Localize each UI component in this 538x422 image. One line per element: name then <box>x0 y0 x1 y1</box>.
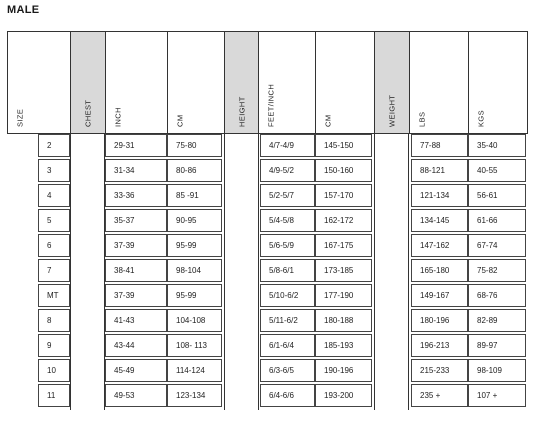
divider-line <box>70 134 71 410</box>
header-lbs-label: LBS <box>417 111 427 127</box>
cell-size: 8 <box>38 309 70 332</box>
cell-height-feet: 5/11-6/2 <box>260 309 315 332</box>
header-inch <box>105 31 167 134</box>
cell-height-cm: 145-150 <box>315 134 372 157</box>
cell-height-cm: 150-160 <box>315 159 372 182</box>
cell-height-feet: 5/10-6/2 <box>260 284 315 307</box>
cell-height-feet: 5/6-5/9 <box>260 234 315 257</box>
cell-weight-kgs: 56-61 <box>468 184 526 207</box>
cell-weight-lbs: 134-145 <box>411 209 468 232</box>
cell-chest-cm: 98-104 <box>167 259 222 282</box>
cell-chest-cm: 90-95 <box>167 209 222 232</box>
header-chest <box>70 31 105 134</box>
cell-height-cm: 167-175 <box>315 234 372 257</box>
cell-chest-cm: 123-134 <box>167 384 222 407</box>
cell-size: 2 <box>38 134 70 157</box>
cell-size: 4 <box>38 184 70 207</box>
cell-weight-kgs: 35-40 <box>468 134 526 157</box>
header-chest-label: CHEST <box>83 99 93 127</box>
header-lbs <box>409 31 468 134</box>
divider-line <box>258 134 259 410</box>
cell-size: 9 <box>38 334 70 357</box>
cell-chest-cm: 104-108 <box>167 309 222 332</box>
cell-weight-kgs: 40-55 <box>468 159 526 182</box>
cell-chest-cm: 95-99 <box>167 234 222 257</box>
header-feet-inch-label: FEET/INCH <box>266 83 276 127</box>
header-weight <box>374 31 409 134</box>
cell-weight-kgs: 89-97 <box>468 334 526 357</box>
page-title: MALE <box>7 4 40 16</box>
cell-size: 5 <box>38 209 70 232</box>
cell-height-cm: 190-196 <box>315 359 372 382</box>
divider-line <box>408 134 409 410</box>
cell-height-feet: 5/4-5/8 <box>260 209 315 232</box>
cell-weight-kgs: 75-82 <box>468 259 526 282</box>
cell-weight-lbs: 165-180 <box>411 259 468 282</box>
cell-chest-cm: 114-124 <box>167 359 222 382</box>
cell-chest-cm: 95-99 <box>167 284 222 307</box>
cell-weight-lbs: 77-88 <box>411 134 468 157</box>
cell-weight-lbs: 215-233 <box>411 359 468 382</box>
cell-chest-cm: 80-86 <box>167 159 222 182</box>
cell-weight-lbs: 196-213 <box>411 334 468 357</box>
header-height <box>224 31 258 134</box>
cell-height-cm: 173-185 <box>315 259 372 282</box>
header-weight-label: WEIGHT <box>387 94 397 127</box>
cell-height-feet: 4/9-5/2 <box>260 159 315 182</box>
cell-size: 3 <box>38 159 70 182</box>
cell-height-cm: 157-170 <box>315 184 372 207</box>
header-height-cm <box>315 31 374 134</box>
cell-chest-cm: 75-80 <box>167 134 222 157</box>
cell-height-cm: 177-190 <box>315 284 372 307</box>
cell-height-cm: 193-200 <box>315 384 372 407</box>
cell-size: 6 <box>38 234 70 257</box>
divider-line <box>374 134 375 410</box>
cell-weight-kgs: 68-76 <box>468 284 526 307</box>
divider-line <box>224 134 225 410</box>
cell-chest-inch: 43-44 <box>105 334 167 357</box>
header-inch-label: INCH <box>113 107 123 127</box>
cell-chest-cm: 85 -91 <box>167 184 222 207</box>
cell-weight-kgs: 61-66 <box>468 209 526 232</box>
cell-height-feet: 4/7-4/9 <box>260 134 315 157</box>
cell-height-feet: 5/2-5/7 <box>260 184 315 207</box>
header-height-label: HEIGHT <box>237 96 246 127</box>
cell-weight-lbs: 147-162 <box>411 234 468 257</box>
cell-chest-inch: 37-39 <box>105 234 167 257</box>
cell-height-feet: 5/8-6/1 <box>260 259 315 282</box>
cell-weight-lbs: 235 + <box>411 384 468 407</box>
cell-chest-inch: 31-34 <box>105 159 167 182</box>
cell-chest-inch: 38-41 <box>105 259 167 282</box>
header-size <box>7 31 70 134</box>
cell-size: MT <box>38 284 70 307</box>
cell-weight-kgs: 67-74 <box>468 234 526 257</box>
header-kgs-label: KGS <box>476 109 486 127</box>
header-height-cm-label: CM <box>323 114 333 127</box>
cell-weight-kgs: 98-109 <box>468 359 526 382</box>
cell-chest-inch: 49-53 <box>105 384 167 407</box>
cell-weight-lbs: 88-121 <box>411 159 468 182</box>
cell-chest-inch: 29-31 <box>105 134 167 157</box>
header-cm-label: CM <box>175 114 185 127</box>
cell-size: 7 <box>38 259 70 282</box>
cell-chest-inch: 35-37 <box>105 209 167 232</box>
cell-chest-inch: 41-43 <box>105 309 167 332</box>
cell-chest-inch: 37-39 <box>105 284 167 307</box>
cell-weight-lbs: 121-134 <box>411 184 468 207</box>
cell-weight-lbs: 149-167 <box>411 284 468 307</box>
cell-weight-kgs: 82-89 <box>468 309 526 332</box>
cell-height-feet: 6/1-6/4 <box>260 334 315 357</box>
cell-chest-inch: 33-36 <box>105 184 167 207</box>
cell-height-cm: 185-193 <box>315 334 372 357</box>
cell-height-cm: 162-172 <box>315 209 372 232</box>
cell-chest-cm: 108- 113 <box>167 334 222 357</box>
header-cm <box>167 31 224 134</box>
cell-weight-kgs: 107 + <box>468 384 526 407</box>
cell-height-feet: 6/3-6/5 <box>260 359 315 382</box>
cell-weight-lbs: 180-196 <box>411 309 468 332</box>
header-kgs <box>468 31 528 134</box>
header-feet-inch <box>258 31 315 134</box>
cell-chest-inch: 45-49 <box>105 359 167 382</box>
header-size-label: SIZE <box>15 108 25 127</box>
cell-size: 10 <box>38 359 70 382</box>
cell-height-cm: 180-188 <box>315 309 372 332</box>
cell-size: 11 <box>38 384 70 407</box>
cell-height-feet: 6/4-6/6 <box>260 384 315 407</box>
